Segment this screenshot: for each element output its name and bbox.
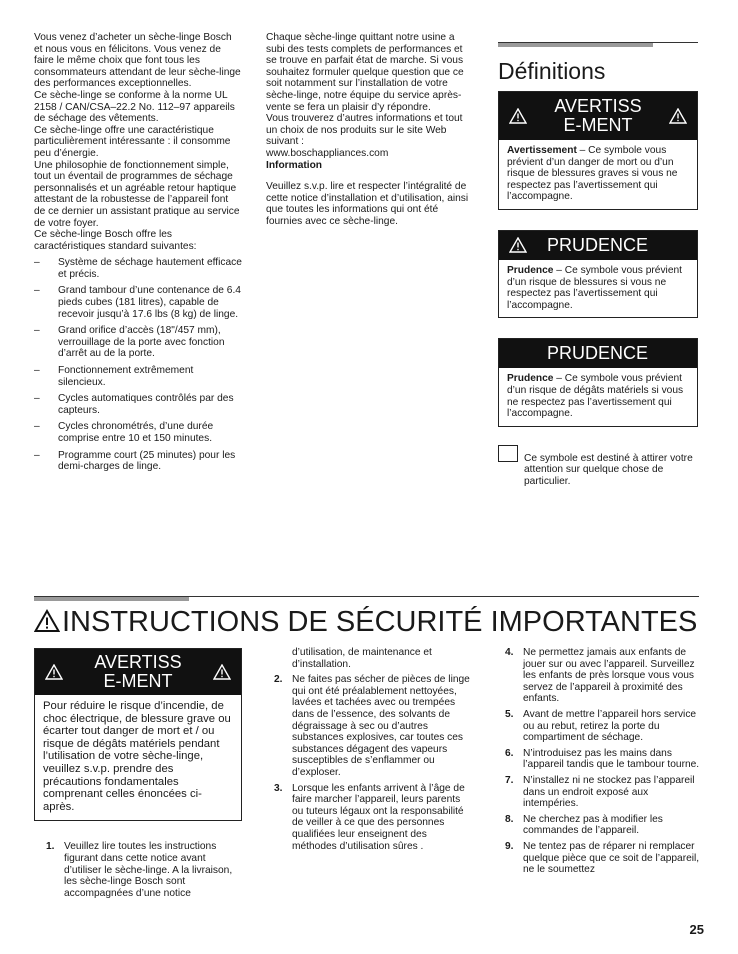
energy-paragraph: Ce sèche-linge offre une caractéristique particulièrement intéressante : il consomme peu d’énergie. — [34, 124, 231, 159]
list-item: – Programme court (25 minutes) pour les demi-charges de linge. — [34, 449, 236, 473]
list-item: 2. Ne faites pas sécher de pièces de linge qui ont été préalablement nettoyées, lavées et tachées avec ou trempées dans de l’essence, des solvants de dégraissage à sec ou d’autres substances explosives, car toutes ces substances dégagent des vapeurs susceptibles de s’enflammer ou d’exploser. — [274, 674, 470, 778]
caution-header — [499, 339, 697, 368]
note-definition — [498, 445, 698, 488]
warning-triangle-icon — [213, 664, 231, 680]
intro-paragraph: Vous venez d’acheter un sèche-linge Bosch et nous vous en félicitons. Vous venez de faire le même choix que font tous les consommateurs attendant de leur sèche-linge des performances exceptionnelles. — [34, 32, 241, 90]
caution-header — [499, 231, 697, 260]
read-instructions-paragraph: Veuillez s.v.p. lire et respecter l’intégralité de cette notice d’installation et d’utilisation, ainsi que toutes les informations qui ont été fournies avec ce sèche-linge. — [266, 181, 469, 227]
warning-triangle-icon — [509, 108, 527, 124]
definitions-section — [498, 42, 698, 488]
quality-paragraph: Chaque sèche-linge quittant notre usine a subi des tests complets de performances et se trouve en parfait état de marche. Si vous souhaitez formuler quelque question que ce soit notamment sur l’installation de votre sèche-linge, notre équipe du service après-vente se fera un plaisir d’y répondre. — [266, 32, 464, 113]
safety-column-3 — [505, 647, 705, 880]
caution-injury-definition-text: Prudence – Ce symbole vous prévient d’un risque de blessures si vous ne respectez pas l’avertissement qui l’accompagne. — [507, 264, 682, 311]
safety-title — [34, 605, 714, 639]
standard-paragraph: Ce sèche-linge se conforme à la norme UL 2158 / CAN/CSA–22.2 No. 112–97 appareils de séchage des vêtements. — [34, 89, 235, 125]
list-item: – Fonctionnement extrêmement silencieux. — [34, 365, 194, 388]
warning-triangle-icon — [669, 108, 687, 124]
safety-warning-text: Pour réduire le risque d’incendie, de choc électrique, de blessure grave ou écarter tout danger de mort et / ou risque de dégâts matériels pendant l’utilisation de votre sèche-linge, veuillez s.v.p. prendre des précautions fondamentales comprenant celles énoncées ci-après. — [43, 700, 231, 813]
section-rule — [498, 42, 698, 48]
features-intro: Ce sèche-linge Bosch offre les caractéristiques standard suivantes: — [34, 229, 197, 252]
list-item: – Cycles automatiques contrôlés par des capteurs. — [34, 393, 234, 416]
page-number: 25 — [689, 922, 704, 937]
information-heading: Information — [266, 159, 323, 171]
safety-title-text: INSTRUCTIONS DE SÉCURITÉ IMPORTANTES — [62, 606, 698, 638]
caution-injury-definition-box — [498, 230, 698, 318]
warning-header — [499, 92, 697, 140]
warning-header — [35, 649, 241, 695]
intro-column — [34, 32, 242, 473]
warning-definition-text: Avertissement – Ce symbole vous prévient d’un danger de mort ou d’un risque de blessures graves si vous ne respectez pas l’avertissement qui l’accompagne. — [507, 145, 678, 203]
safety-list — [274, 674, 474, 852]
warning-triangle-icon — [45, 664, 63, 680]
list-item: 3. Lorsque les enfants arrivent à l’âge de faire marcher l’appareil, leurs parents ou tuteurs légaux ont la responsabilité de veiller à ce que des personnes qualifiées leur enseignent des méthodes d’utilisation sûres . — [274, 782, 465, 852]
list-item-continued: d’utilisation, de maintenance et d’installation. — [292, 647, 432, 670]
warning-header-label: AVERTISSE-MENT — [94, 652, 182, 691]
warning-triangle-icon — [34, 609, 60, 633]
list-item: 4. Ne permettez jamais aux enfants de jouer sur ou avec l’appareil. Surveillez les enfants de près lorsque vous vous servez de l’appareil à proximité des enfants. — [505, 647, 695, 705]
features-list — [34, 257, 242, 473]
definitions-title: Définitions — [498, 58, 606, 84]
safety-column-2 — [274, 647, 474, 856]
list-item: 5. Avant de mettre l’appareil hors service ou au rebut, retirez la porte du compartiment de séchage. — [505, 708, 697, 744]
safety-list — [34, 841, 242, 899]
caution-header-label: PRUDENCE — [547, 343, 649, 364]
philosophy-paragraph: Une philosophie de fonctionnement simple, tout un éventail de programmes de séchage personnalisés et un agréable retour haptique attestant de la robustesse de l’appareil font de ce dernier un assistant pratique au service de votre foyer. — [34, 159, 240, 229]
website-url[interactable]: www.boschappliances.com — [266, 147, 389, 159]
list-item: 1. Veuillez lire toutes les instructions figurant dans cette notice avant d’utiliser le sèche-linge. A la livraison, les sèche-linge Bosch sont accompagnées d’une notice — [46, 841, 233, 899]
note-definition-text: Ce symbole est destiné à attirer votre attention sur quelque chose de particulier. — [524, 452, 693, 487]
safety-list — [505, 647, 705, 876]
warning-triangle-icon — [509, 237, 527, 253]
note-box-icon — [498, 445, 518, 462]
list-item: – Système de séchage hautement efficace et précis. — [34, 257, 242, 280]
website-paragraph: Vous trouverez d’autres informations et tout un choix de nos produits sur le site Web suivant : — [266, 113, 463, 148]
list-item: 8. Ne cherchez pas à modifier les commandes de l’appareil. — [505, 813, 663, 837]
caution-header-label: PRUDENCE — [547, 234, 649, 255]
list-item: 7. N’installez ni ne stockez pas l’appareil dans un endroit exposé aux intempéries. — [505, 774, 695, 810]
list-item: – Grand tambour d’une contenance de 6.4 pieds cubes (181 litres), capable de recevoir jusqu’à 17.6 lbs (8 kg) de linge. — [34, 285, 241, 320]
list-item: – Cycles chronométrés, d’une durée comprise entre 10 et 150 minutes. — [34, 421, 214, 444]
caution-property-definition-text: Prudence – Ce symbole vous prévient d’un risque de dégâts matériels si vous ne respectez pas l’avertissement qui l’accompagne. — [507, 373, 684, 420]
caution-property-definition-box — [498, 338, 698, 426]
service-column — [266, 32, 476, 228]
warning-definition-box — [498, 91, 698, 210]
list-item: 6. N’introduisez pas les mains dans l’appareil tandis que le tambour tourne. — [505, 747, 700, 771]
list-item: – Grand orifice d’accès (18"/457 mm), verrouillage de la porte avec fonction d’arrêt au de la porte. — [34, 325, 225, 360]
safety-warning-box — [34, 648, 242, 821]
warning-header-label: AVERTISSE-MENT — [554, 96, 642, 135]
list-item: 9. Ne tentez pas de réparer ni remplacer quelque pièce que ce soit de l’appareil, ne le soumettez — [505, 840, 700, 876]
safety-column-1 — [34, 648, 242, 903]
